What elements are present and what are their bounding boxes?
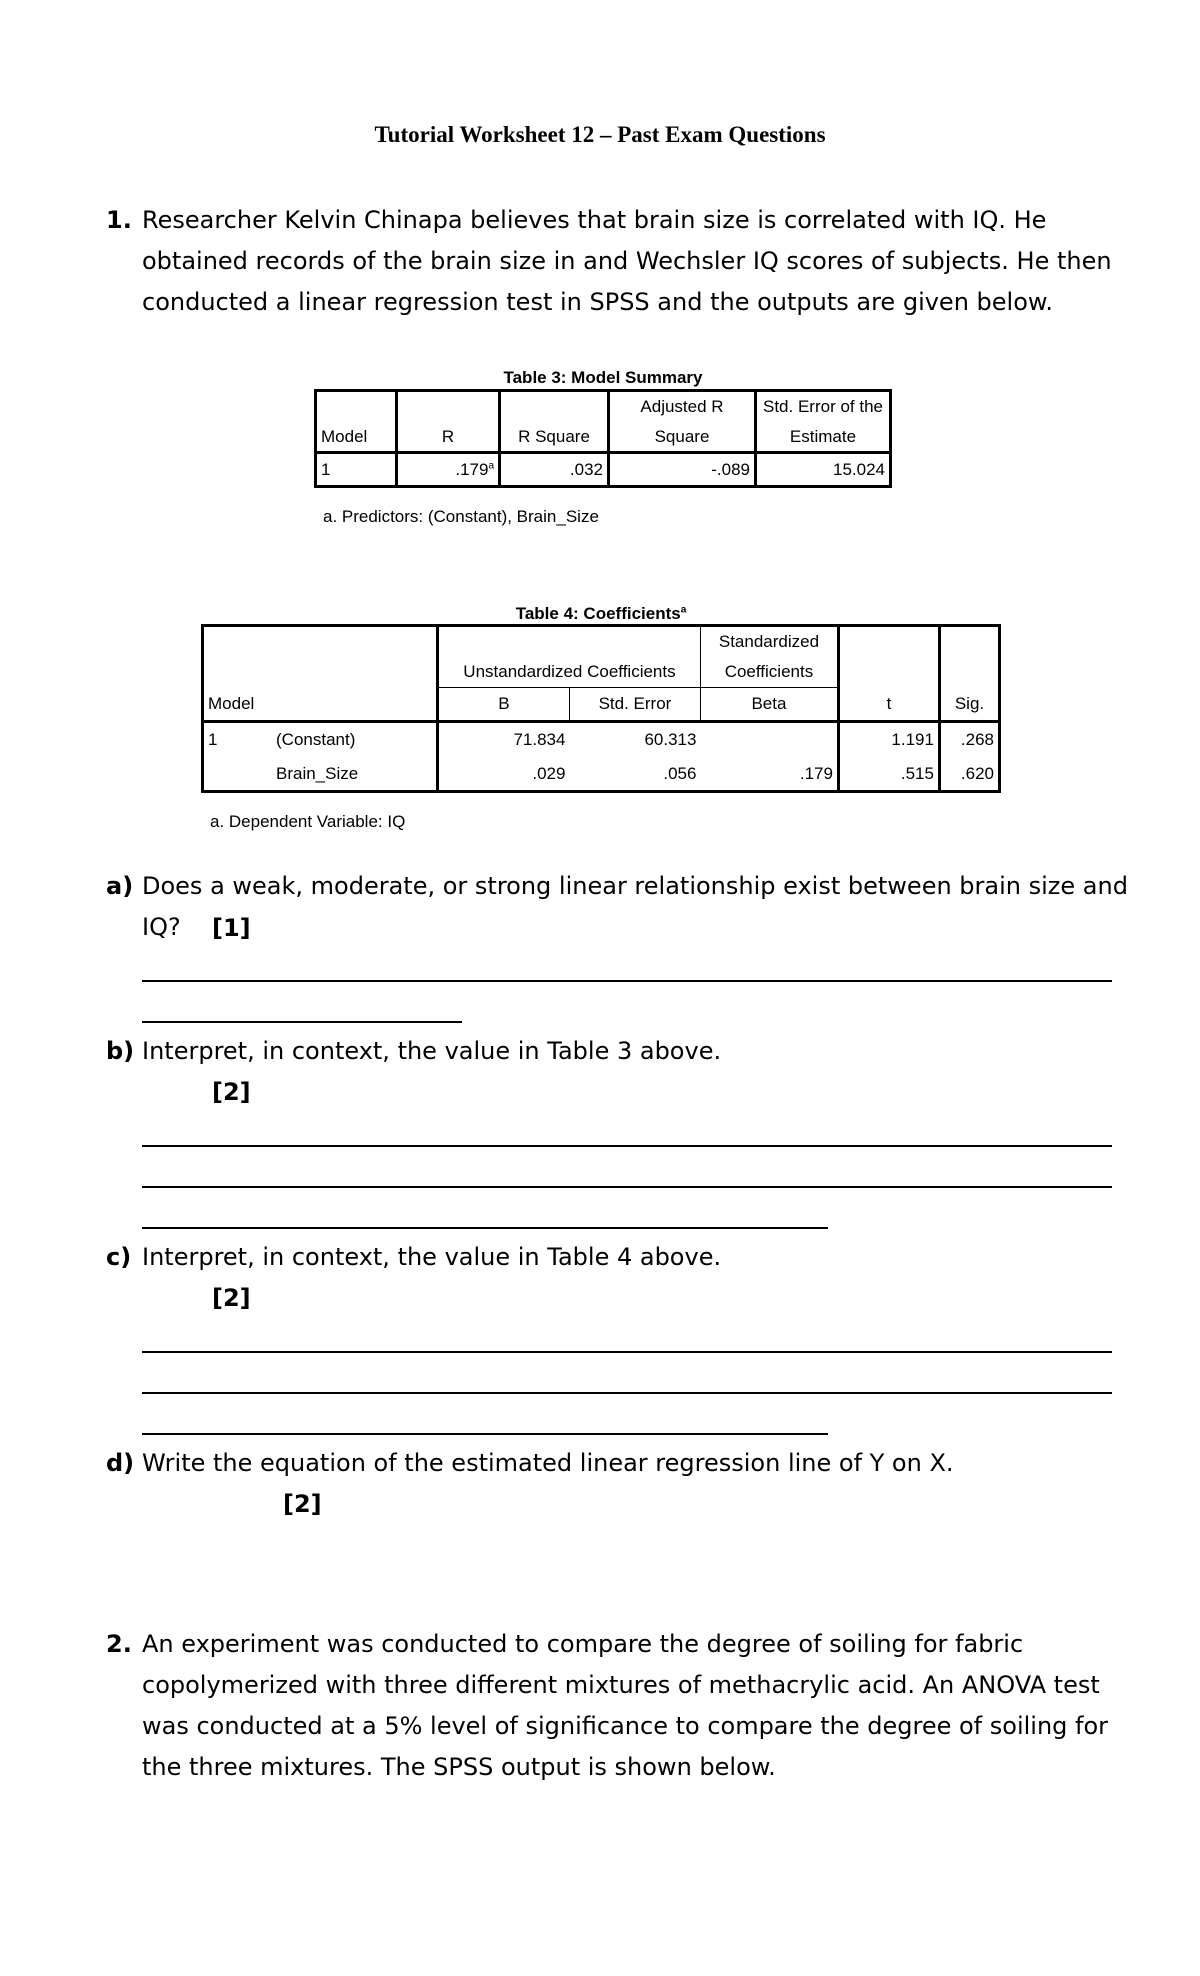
table4-cell-b: .029 (532, 763, 566, 783)
table4-header-sig: Sig. (954, 693, 985, 713)
table3-cell-rsquare: .032 (500, 453, 609, 487)
question-1-text (142, 200, 1112, 323)
table4-cell-sig: .620 (960, 763, 994, 783)
table4-cell-name: (Constant) (272, 722, 437, 758)
table3-header-adj2: Square (609, 423, 756, 453)
question-1-line: conducted a linear regression test in SPSS and the outputs are given below. (142, 288, 1053, 316)
table4-cell-model: 1 (208, 730, 218, 750)
question-2-line: was conducted at a 5% level of significance to compare the degree of soiling for (142, 1712, 1109, 1740)
coefficients-table (201, 624, 1001, 793)
table4-cell-sig: .268 (960, 730, 994, 750)
part-a-mark: [1] (212, 914, 251, 942)
question-1-line: Researcher Kelvin Chinapa believes that brain size is correlated with IQ. He (142, 206, 1047, 234)
question-2-line: the three mixtures. The SPSS output is shown below. (142, 1753, 776, 1781)
table3-header-rsquare: R Square (500, 423, 609, 453)
table3-header-se1: Std. Error of the (763, 397, 883, 417)
table4-header-model: Model (203, 688, 438, 722)
part-c-mark: [2] (212, 1284, 251, 1312)
part-a-line2: IQ? (142, 913, 181, 941)
answer-line (142, 1021, 462, 1023)
table4-cell-se: .056 (663, 763, 697, 783)
part-b-mark: [2] (212, 1078, 251, 1106)
table4-header-t: t (838, 688, 939, 722)
question-1-line: obtained records of the brain size in and Wechsler IQ scores of subjects. He then (142, 247, 1112, 275)
table4-cell-beta (700, 722, 838, 758)
table3-caption: Table 3: Model Summary (503, 368, 703, 387)
table4-cell-name: Brain_Size (272, 758, 437, 792)
table3-cell-se: 15.024 (833, 459, 885, 479)
table4-header-beta: Beta (700, 688, 838, 722)
table4-header-unstd: Unstandardized Coefficients (463, 662, 676, 682)
table4-header-se: Std. Error (569, 688, 700, 722)
page-title: Tutorial Worksheet 12 – Past Exam Questions (374, 122, 826, 147)
answer-line (142, 1145, 1112, 1147)
table3-header-r: R (397, 423, 500, 453)
table4-cell-b: 71.834 (513, 730, 566, 750)
answer-line (142, 1227, 828, 1229)
part-a-line1: Does a weak, moderate, or strong linear relationship exist between brain size and (142, 872, 1128, 900)
question-2-line: An experiment was conducted to compare the degree of soiling for fabric (142, 1630, 1024, 1658)
part-d-mark: [2] (283, 1490, 322, 1518)
answer-line (142, 1392, 1112, 1394)
answer-line (142, 980, 1112, 982)
table4-header-std1: Standardized (700, 626, 838, 658)
part-c-text: Interpret, in context, the value in Table 4 above. (142, 1243, 722, 1271)
table3-cell-adj: -.089 (609, 453, 756, 487)
table4-cell-t: 1.191 (838, 722, 939, 758)
table3-cell-model: 1 (316, 453, 397, 487)
answer-line (142, 1351, 1112, 1353)
table-row (203, 722, 1000, 758)
table4-cell-beta: .179 (700, 758, 838, 792)
table4-cell-t: .515 (838, 758, 939, 792)
table3-header-model: Model (316, 423, 397, 453)
question-2-line: copolymerized with three different mixtures of methacrylic acid. An ANOVA test (142, 1671, 1100, 1699)
answer-line (142, 1186, 1112, 1188)
model-summary-table (314, 389, 892, 488)
table4-caption: Table 4: Coefficients$^a$ (515, 604, 687, 623)
question-2-text (142, 1624, 1108, 1788)
question-1-number: 1. (106, 206, 132, 234)
part-a-label: a) (106, 872, 134, 900)
part-c-label: c) (106, 1243, 132, 1271)
table4-cell-se: 60.313 (644, 730, 697, 750)
table3-note: a. Predictors: (Constant), Brain_Size (323, 507, 599, 526)
part-b-label: b) (106, 1037, 135, 1065)
table-row (203, 758, 1000, 792)
table3-header-se2: Estimate (789, 426, 857, 446)
part-d-label: d) (106, 1449, 135, 1477)
answer-line (142, 1433, 828, 1435)
table4-cell-model (203, 758, 273, 792)
question-2-number: 2. (106, 1630, 132, 1658)
part-b-text: Interpret, in context, the value in Table 3 above. (142, 1037, 722, 1065)
table4-header-std2: Coefficients (700, 658, 838, 688)
part-d-text: Write the equation of the estimated linear regression line of Y on X. (142, 1449, 954, 1477)
table3-header-adj1: Adjusted R (609, 391, 756, 423)
table4-header-b: B (437, 688, 569, 722)
table4-note: a. Dependent Variable: IQ (210, 812, 406, 831)
table3-cell-r: .179$^a$ (397, 453, 500, 487)
